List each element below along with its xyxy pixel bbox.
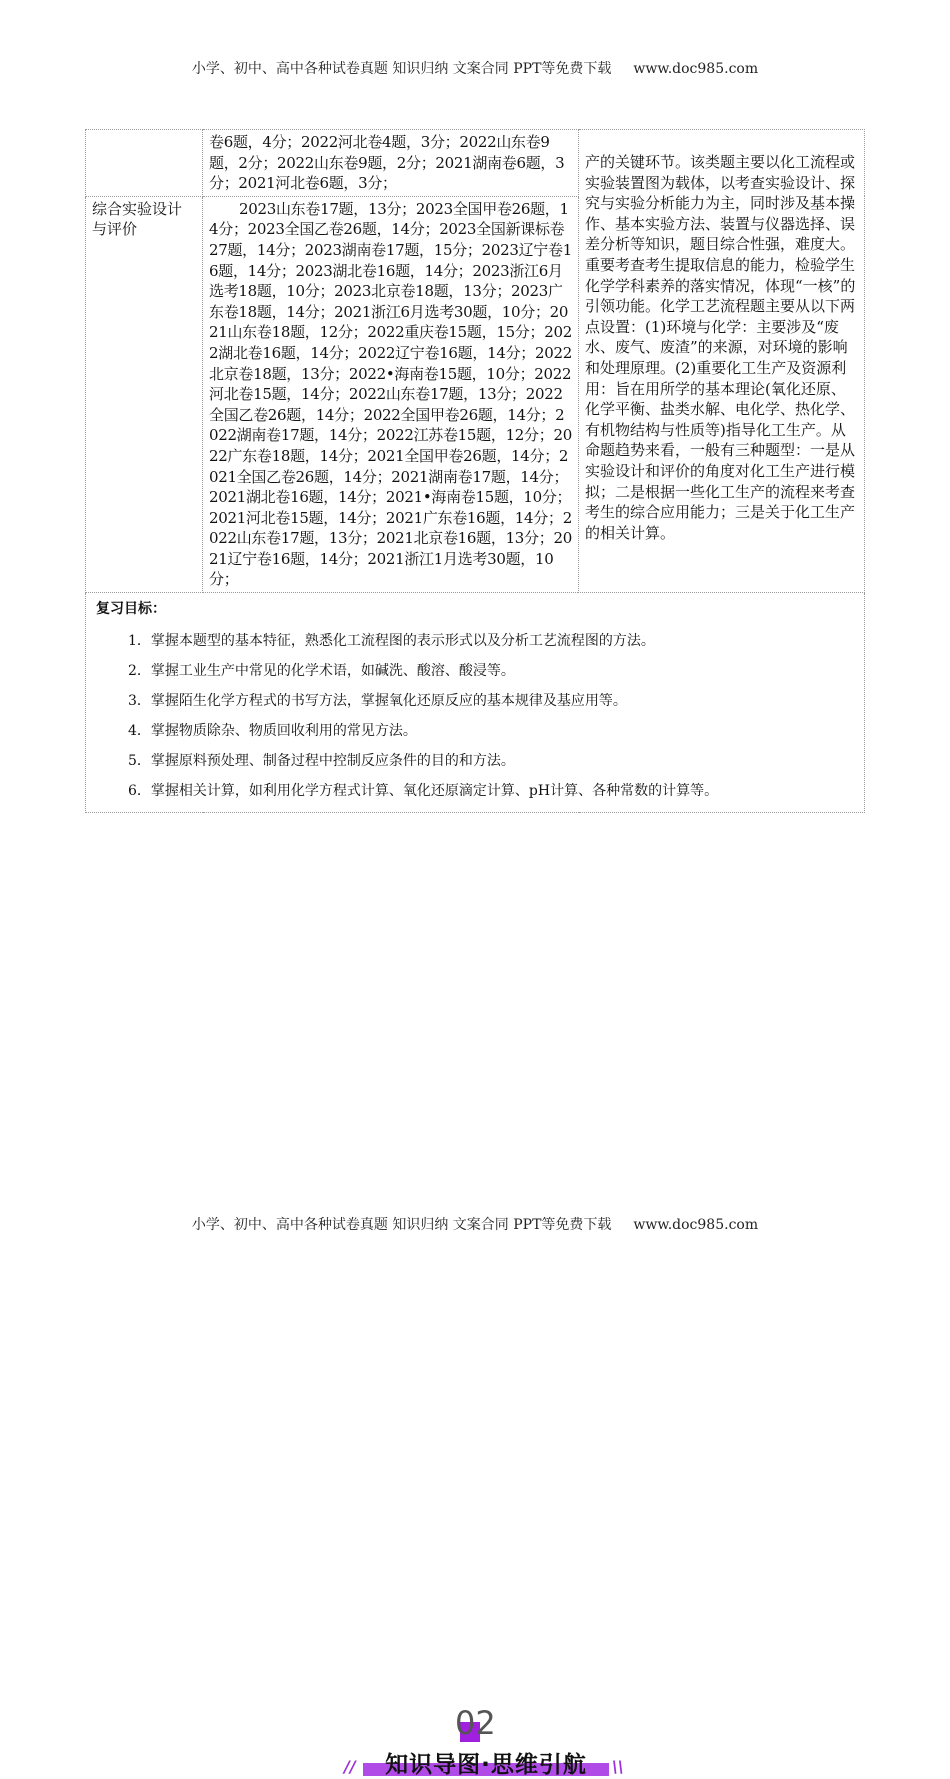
table-cell-exam-list: 2023山东卷17题，13分；2023全国甲卷26题，14分；2023全国乙卷26题，14分；2023全国新课标卷27题，14分；2023湖南卷17题，15分；2023辽宁卷16题，14分；2023湖北卷16题，14分；2023浙江6月选考18题，10分；2023北京卷18题，13分；2023广东卷18题，14分；2021浙江6月选考30题，10分；2021山东卷18题，12分；2022重庆卷15题，15分；2022湖北卷16题，14分；2022辽宁卷16题，14分；2022北京卷18题，13分；2022•海南卷15题，10分；2022河北卷15题，14分；2022山东卷17题，13分；2022全国乙卷26题，14分；2022全国甲卷26题，14分；2022湖南卷17题，14分；2022江苏卷15题，12分；2022广东卷18题，14分；2021全国甲卷26题，14分；2021全国乙卷26题，14分；2021湖南卷17题，14分；2021湖北卷16题，14分；2021•海南卷15题，10分；2021河北卷15题，14分；2021广东卷16题，14分；2022山东卷17题，13分；2021北京卷16题，13分；2021辽宁卷16题，14分；2021浙江1月选考30题，10分； [203,196,579,592]
table-row [86,130,865,197]
goal-item: 1．掌握本题型的基本特征，熟悉化工流程图的表示形式以及分析工艺流程图的方法。 [128,632,655,649]
goal-item: 6．掌握相关计算，如利用化学方程式计算、氧化还原滴定计算、pH计算、各种常数的计算等。 [128,782,719,799]
decor-slash-left: // [344,1757,356,1776]
page-header [0,58,950,78]
exam-analysis-table [85,129,865,813]
table-cell-topic: 综合实验设计与评价 [86,196,203,592]
table-row-goals [86,593,865,813]
goal-item: 2．掌握工业生产中常见的化学术语，如碱洗、酸溶、酸浸等。 [128,662,515,679]
table-cell-exam-list: 卷6题，4分；2022河北卷4题，3分；2022山东卷9题，2分；2022山东卷9题，2分；2021湖南卷6题，3分；2021河北卷6题，3分； [203,130,579,197]
decor-slash-right: \\ [612,1757,624,1776]
goal-item: 5．掌握原料预处理、制备过程中控制反应条件的目的和方法。 [128,752,515,769]
section-number: 02 [455,1704,496,1742]
page-footer [0,1214,950,1234]
footer-url[interactable]: www.doc985.com [633,1217,759,1233]
section-title: 知识导图·思维引航 [385,1752,587,1778]
header-url[interactable]: www.doc985.com [633,61,759,77]
footer-text: 小学、初中、高中各种试卷真题 知识归纳 文案合同 PPT等免费下载 [191,1217,612,1233]
goal-item: 3．掌握陌生化学方程式的书写方法，掌握氧化还原反应的基本规律及基应用等。 [128,692,627,709]
header-text: 小学、初中、高中各种试卷真题 知识归纳 文案合同 PPT等免费下载 [191,61,612,77]
review-goals [86,593,865,813]
table-cell-topic-empty [86,130,203,197]
goals-title: 复习目标： [96,601,166,618]
table-cell-analysis: 产的关键环节。该类题主要以化工流程或实验装置图为载体，以考查实验设计、探究与实验分析能力为主，同时涉及基本操作、基本实验方法、装置与仪器选择、误差分析等知识，题目综合性强，难度大。重要考查考生提取信息的能力，检验学生化学学科素养的落实情况，体现“一核”的引领功能。化学工艺流程题主要从以下两点设置：(1)环境与化学：主要涉及“废水、废气、废渣”的来源，对环境的影响和处理原理。(2)重要化工生产及资源利用：旨在用所学的基本理论(氧化还原、化学平衡、盐类水解、电化学、热化学、有机物结构与性质等)指导化工生产。从命题趋势来看，一般有三种题型：一是从实验设计和评价的角度对化工生产进行模拟；二是根据一些化工生产的流程来考查考生的综合应用能力；三是关于化工生产的相关计算。 [579,130,865,593]
goal-item: 4．掌握物质除杂、物质回收利用的常见方法。 [128,722,417,739]
